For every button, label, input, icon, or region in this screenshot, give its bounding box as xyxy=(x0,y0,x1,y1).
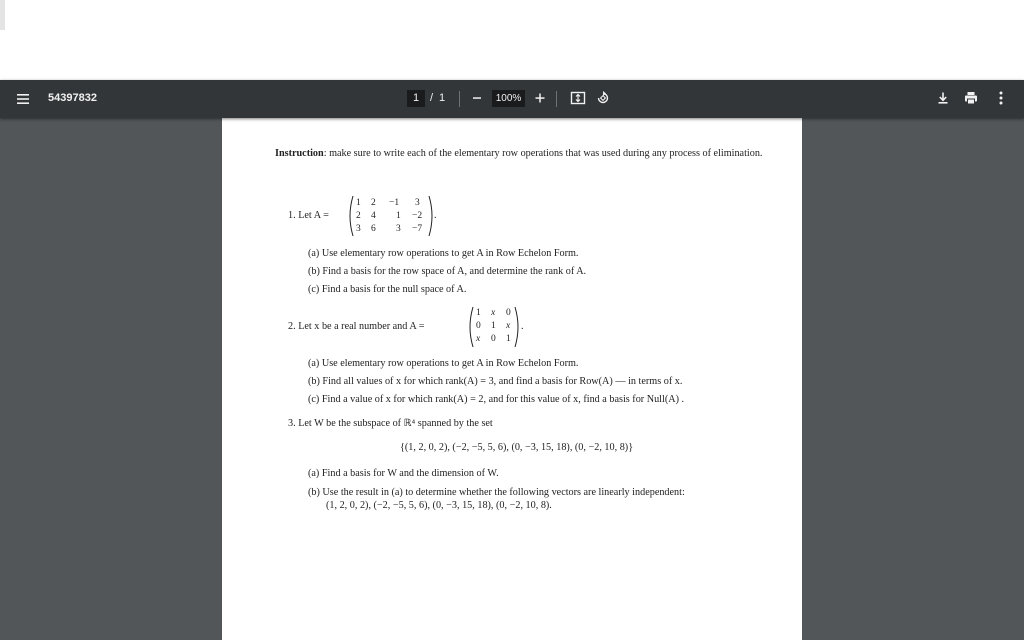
q2-part-c: (c) Find a value of x for which rank(A) = 2, and for this value of x, find a basis for Null(A) . xyxy=(308,394,685,405)
q2-part-a: (a) Use elementary row operations to get A in Row Echelon Form. xyxy=(308,358,579,369)
toolbar-divider xyxy=(459,91,460,107)
q1-end: . xyxy=(434,210,437,221)
page-total: 1 xyxy=(439,92,446,104)
zoom-level-input[interactable]: 100% xyxy=(492,90,525,107)
q2-matrix-cell: 1 xyxy=(491,321,496,331)
plus-icon xyxy=(532,88,548,108)
instruction-label: Instruction xyxy=(275,148,324,159)
minus-icon xyxy=(469,88,485,108)
q1-matrix-cell: 1 xyxy=(356,198,361,208)
q1-intro: 1. Let A = xyxy=(288,210,329,221)
q2-matrix-cell: 0 xyxy=(491,334,496,344)
q2-matrix-cell: x xyxy=(476,334,481,344)
pdf-page xyxy=(222,118,802,640)
q1-matrix-cell: 3 xyxy=(415,198,420,208)
page-number-input[interactable]: 1 xyxy=(407,90,425,107)
rotate-icon xyxy=(595,90,611,106)
toolbar-divider xyxy=(556,91,557,107)
q1-matrix-cell: 4 xyxy=(371,211,376,221)
q2-part-b: (b) Find all values of x for which rank(A) = 3, and find a basis for Row(A) — in terms of x. xyxy=(308,376,683,387)
download-button[interactable] xyxy=(935,90,951,106)
q2-end: . xyxy=(521,321,524,332)
zoom-out-button[interactable] xyxy=(469,88,485,108)
q1-matrix-cell: 3 xyxy=(356,224,361,234)
page-separator: / xyxy=(430,92,434,104)
pdf-viewer-area[interactable] xyxy=(0,118,1024,640)
q1-matrix-cell: 2 xyxy=(356,211,361,221)
q1-matrix-cell: −2 xyxy=(412,211,423,221)
q1-matrix-cell: 6 xyxy=(371,224,376,234)
q2-matrix-cell: 0 xyxy=(476,321,481,331)
fit-page-button[interactable] xyxy=(570,90,586,106)
q3-part-a: (a) Find a basis for W and the dimension of W. xyxy=(308,468,499,479)
q3-part-b: (b) Use the result in (a) to determine whether the following vectors are linearly independent: xyxy=(308,487,685,498)
q3-part-b-vectors: (1, 2, 0, 2), (−2, −5, 5, 6), (0, −3, 15, 18), (0, −2, 10, 8). xyxy=(326,500,552,511)
menu-button[interactable] xyxy=(14,90,32,108)
window-edge xyxy=(0,0,5,30)
q3-set: {(1, 2, 0, 2), (−2, −5, 5, 6), (0, −3, 15, 18), (0, −2, 10, 8)} xyxy=(400,442,634,453)
q1-part-c: (c) Find a basis for the null space of A. xyxy=(308,284,467,295)
q1-matrix-cell: 1 xyxy=(396,211,401,221)
instruction-text: : make sure to write each of the elementary row operations that was used during any process of elimination. xyxy=(323,148,763,159)
q3-intro: 3. Let W be the subspace of ℝ⁴ spanned by the set xyxy=(288,418,493,429)
q1-part-a: (a) Use elementary row operations to get A in Row Echelon Form. xyxy=(308,248,579,259)
more-vert-icon xyxy=(993,90,1009,106)
browser-top-area xyxy=(0,0,1024,80)
q1-matrix-cell: 2 xyxy=(371,198,376,208)
menu-icon xyxy=(14,90,32,108)
q2-matrix-cell: 1 xyxy=(506,334,511,344)
more-actions-button[interactable] xyxy=(993,90,1009,106)
document-title: 54397832 xyxy=(48,92,97,104)
instruction-paragraph xyxy=(275,147,765,161)
q2-matrix-cell: x xyxy=(506,321,511,331)
page-content xyxy=(222,118,802,640)
q2-matrix-cell: 1 xyxy=(476,308,481,318)
rotate-button[interactable] xyxy=(595,90,611,106)
pdf-toolbar xyxy=(0,80,1024,118)
fit-page-icon xyxy=(570,90,586,106)
q1-matrix-cell: −7 xyxy=(412,224,423,234)
q1-part-b: (b) Find a basis for the row space of A, and determine the rank of A. xyxy=(308,266,587,277)
q2-intro: 2. Let x be a real number and A = xyxy=(288,321,425,332)
q2-matrix-cell: 0 xyxy=(506,308,511,318)
print-icon xyxy=(963,90,979,106)
download-icon xyxy=(935,90,951,106)
q1-matrix-cell: −1 xyxy=(389,198,400,208)
q1-matrix-cell: 3 xyxy=(396,224,401,234)
q2-matrix-cell: x xyxy=(491,308,496,318)
zoom-in-button[interactable] xyxy=(532,88,548,108)
print-button[interactable] xyxy=(963,90,979,106)
